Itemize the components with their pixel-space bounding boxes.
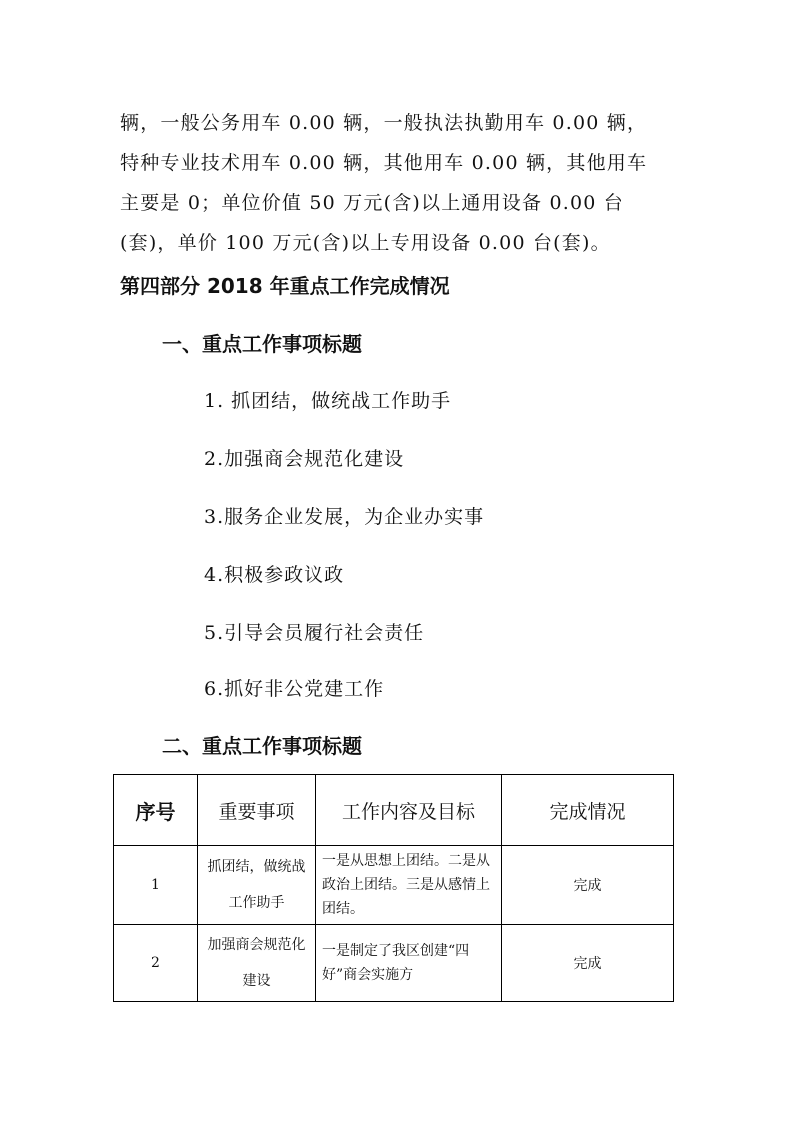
work-item: 6.抓好非公党建工作 [204, 678, 385, 700]
section-title-1: 一、重点工作事项标题 [162, 332, 362, 356]
work-item: 2.加强商会规范化建设 [204, 448, 405, 470]
cell-no: 2 [114, 925, 198, 1002]
paragraph-line: 辆，一般公务用车 0.00 辆，一般执法执勤用车 0.00 辆， [120, 112, 648, 134]
table-header-row [114, 775, 674, 846]
part-title: 第四部分 2018 年重点工作完成情况 [120, 274, 450, 298]
cell-no: 1 [114, 846, 198, 925]
work-item: 1. 抓团结，做统战工作助手 [204, 390, 452, 412]
header-cell-content: 工作内容及目标 [316, 775, 502, 846]
section-title-2: 二、重点工作事项标题 [162, 734, 362, 758]
paragraph-line: 特种专业技术用车 0.00 辆，其他用车 0.00 辆，其他用车 [120, 152, 648, 174]
header-cell-matter: 重要事项 [198, 775, 316, 846]
table-row [114, 925, 674, 1002]
header-cell-status: 完成情况 [502, 775, 674, 846]
cell-matter: 抓团结，做统战工作助手 [198, 846, 316, 925]
work-item: 5.引导会员履行社会责任 [204, 622, 425, 644]
work-item: 3.服务企业发展，为企业办实事 [204, 506, 485, 528]
work-table [113, 774, 674, 1002]
cell-status: 完成 [502, 925, 674, 1002]
header-cell-no: 序号 [114, 775, 198, 846]
cell-status: 完成 [502, 846, 674, 925]
cell-content: 一是从思想上团结。二是从政治上团结。三是从感情上团结。 [316, 846, 502, 925]
work-item: 4.积极参政议政 [204, 564, 345, 586]
cell-content: 一是制定了我区创建“四好”商会实施方 [316, 925, 502, 1002]
table-row [114, 846, 674, 925]
paragraph-line: (套)，单价 100 万元(含)以上专用设备 0.00 台(套)。 [120, 232, 611, 254]
paragraph-line: 主要是 0；单位价值 50 万元(含)以上通用设备 0.00 台 [120, 192, 624, 214]
cell-matter: 加强商会规范化建设 [198, 925, 316, 1002]
